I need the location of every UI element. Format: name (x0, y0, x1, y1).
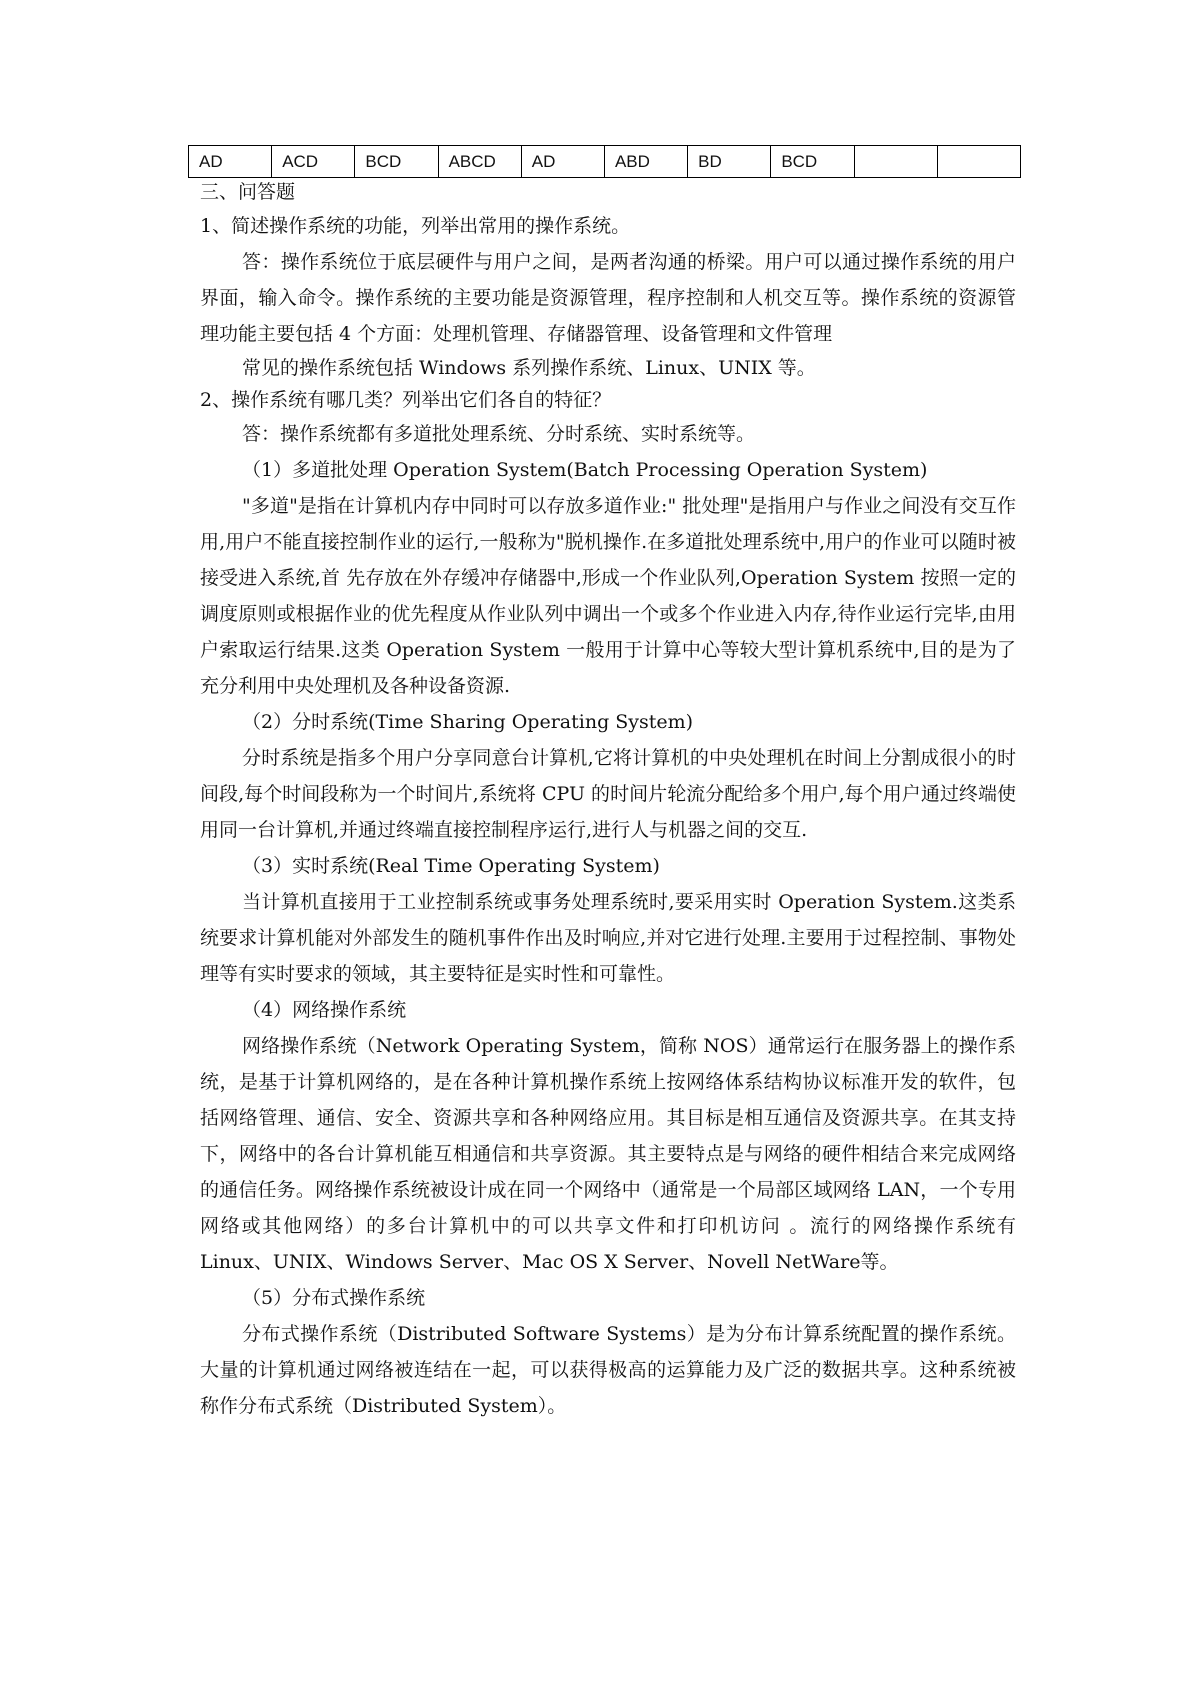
question-2: 2、操作系统有哪几类？列举出它们各自的特征？ (200, 389, 612, 411)
answer-cell (854, 146, 937, 178)
section-heading: 三、问答题 (200, 181, 296, 203)
answer-table-row (189, 146, 1021, 178)
answer-cell: AD (521, 146, 604, 178)
answer-cell (937, 146, 1020, 178)
paragraph-network-os: 网络操作系统（Network Operating System，简称 NOS）通常运行在服务器上的操作系统，是基于计算机网络的，是在各种计算机操作系统上按网络体系结构协议标准开发的软件，包括网络管理、通信、安全、资源共享和各种网络应用。其目标是相互通信及资源共享。在其支持下，网络中的各台计算机能互相通信和共享资源。其主要特点是与网络的硬件相结合来完成网络的通信任务。网络操作系统被设计成在同一个网络中（通常是一个局部区域网络 LAN，一个专用网络或其他网络）的多台计算机中的可以共享文件和打印机访问 。流行的网络操作系统有 Linux、UNIX、Windows Server、Mac OS X Server、Novell NetWare等。 (200, 1035, 1016, 1273)
paragraph-time-sharing: 分时系统是指多个用户分享同意台计算机,它将计算机的中央处理机在时间上分割成很小的时间段,每个时间段称为一个时间片,系统将 CPU 的时间片轮流分配给多个用户,每个用户通过终端使用同一台计算机,并通过终端直接控制程序运行,进行人与机器之间的交互. (200, 747, 1016, 841)
answer-cell: BCD (771, 146, 854, 178)
answer-1-paragraph: 答：操作系统位于底层硬件与用户之间，是两者沟通的桥梁。用户可以通过操作系统的用户界面，输入命令。操作系统的主要功能是资源管理，程序控制和人机交互等。操作系统的资源管理功能主要包括 4 个方面：处理机管理、存储器管理、设备管理和文件管理 (200, 251, 1016, 345)
answer-cell: BCD (355, 146, 438, 178)
answer-table (188, 145, 1021, 178)
paragraph-real-time: 当计算机直接用于工业控制系统或事务处理系统时,要采用实时 Operation System.这类系统要求计算机能对外部发生的随机事件作出及时响应,并对它进行处理.主要用于过程控制、事物处理等有实时要求的领域，其主要特征是实时性和可靠性。 (200, 891, 1016, 985)
subheading-time-sharing: （2）分时系统(Time Sharing Operating System) (242, 711, 694, 733)
question-1: 1、简述操作系统的功能，列举出常用的操作系统。 (200, 215, 631, 237)
document-body (200, 176, 1016, 1424)
answer-cell: ABD (604, 146, 687, 178)
subheading-network-os: （4）网络操作系统 (242, 999, 407, 1021)
subheading-distributed-os: （5）分布式操作系统 (242, 1287, 426, 1309)
paragraph-distributed-os: 分布式操作系统（Distributed Software Systems）是为分布计算系统配置的操作系统。大量的计算机通过网络被连结在一起，可以获得极高的运算能力及广泛的数据共享。这种系统被称作分布式系统（Distributed System）。 (200, 1323, 1016, 1417)
paragraph-batch: "多道"是指在计算机内存中同时可以存放多道作业:" 批处理"是指用户与作业之间没有交互作用,用户不能直接控制作业的运行,一般称为"脱机操作.在多道批处理系统中,用户的作业可以随时被接受进入系统,首 先存放在外存缓冲存储器中,形成一个作业队列,Operation System 按照一定的调度原则或根据作业的优先程度从作业队列中调出一个或多个作业进入内存,待作业运行完毕,由用户索取运行结果.这类 Operation System 一般用于计算中心等较大型计算机系统中,目的是为了充分利用中央处理机及各种设备资源. (200, 495, 1016, 697)
answer-1-os-list: 常见的操作系统包括 Windows 系列操作系统、Linux、UNIX 等。 (242, 357, 816, 379)
answer-cell: BD (688, 146, 771, 178)
answer-cell: ABCD (438, 146, 521, 178)
answer-cell: AD (189, 146, 272, 178)
subheading-batch: （1）多道批处理 Operation System(Batch Processing Operation System) (242, 459, 928, 481)
answer-2-intro: 答：操作系统都有多道批处理系统、分时系统、实时系统等。 (242, 423, 756, 445)
subheading-real-time: （3）实时系统(Real Time Operating System) (242, 855, 660, 877)
answer-cell: ACD (272, 146, 355, 178)
